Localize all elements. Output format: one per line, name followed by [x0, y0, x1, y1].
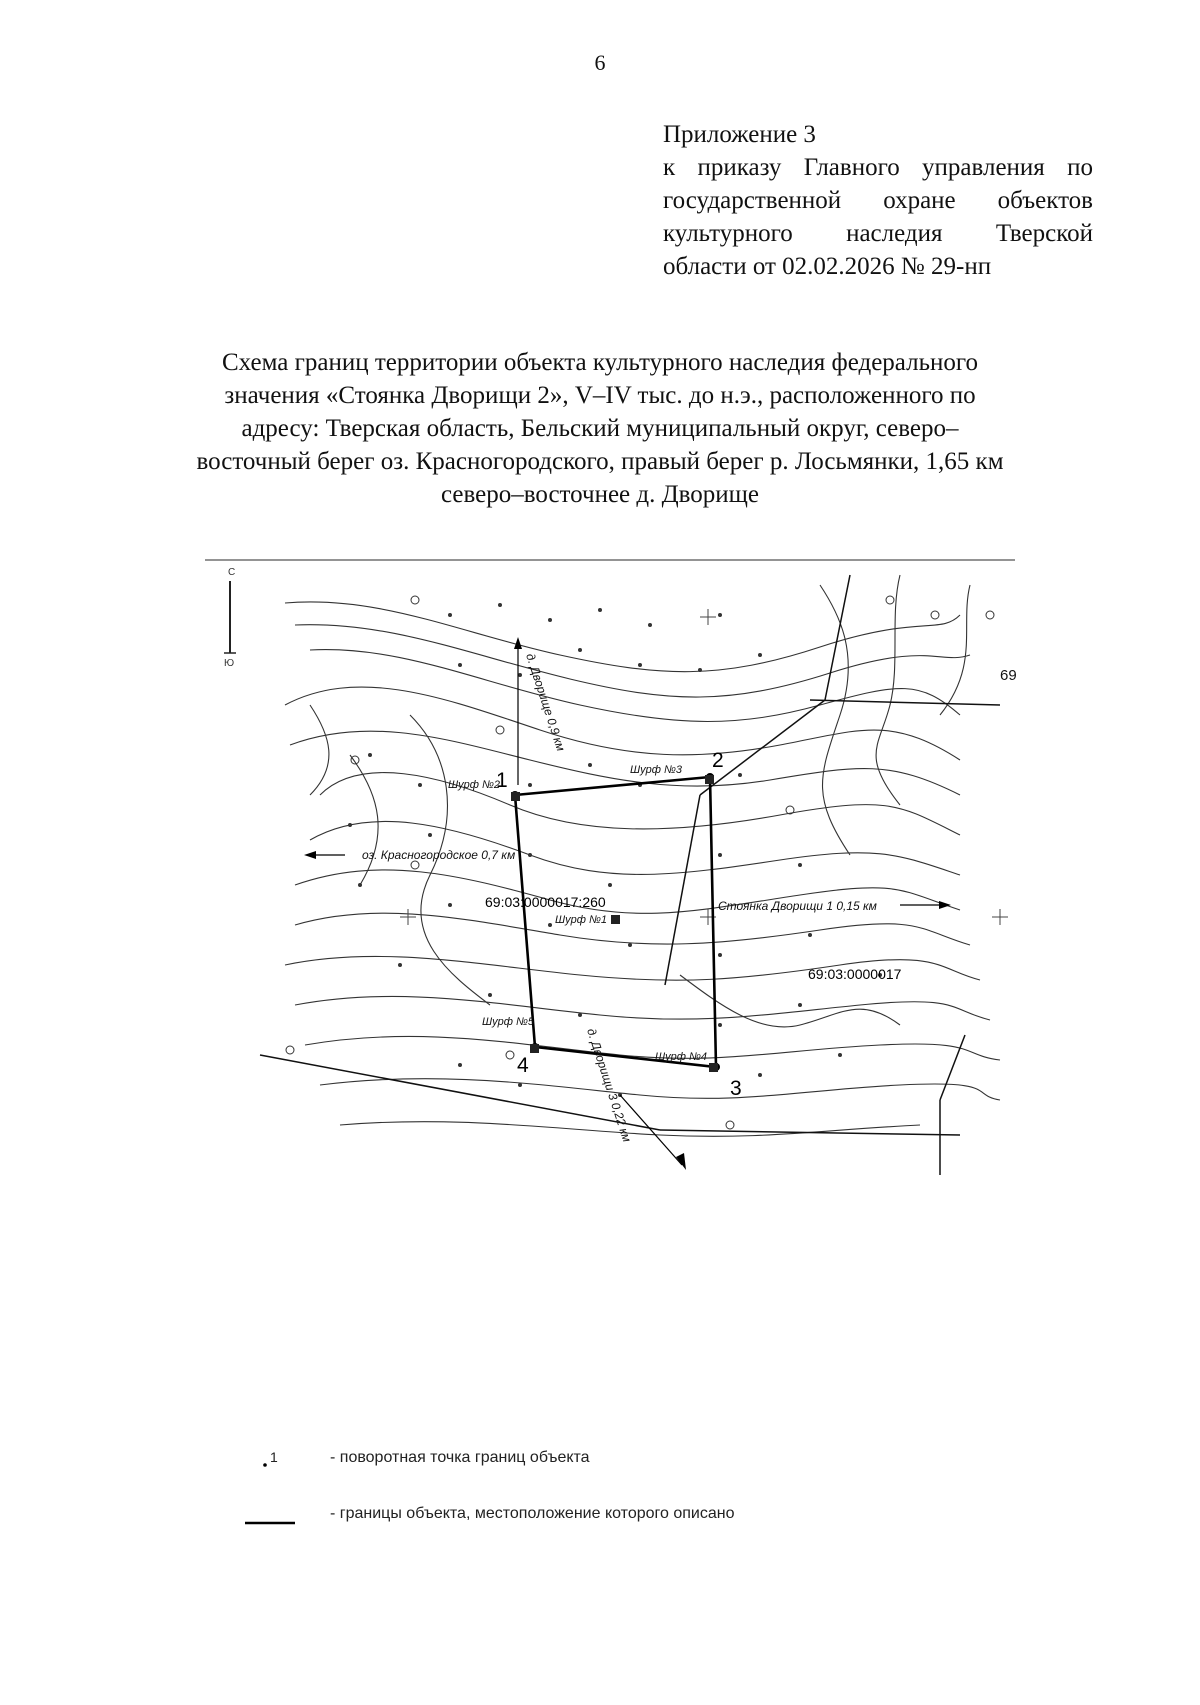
- pit-2-label: Шурф №2: [448, 779, 501, 791]
- turning-point-3-label: 3: [730, 1077, 742, 1100]
- pit-5-label: Шурф №5: [482, 1016, 535, 1028]
- direction-site-label: Стоянка Дворищи 1 0,15 км: [718, 899, 877, 913]
- legend-row-boundary: [230, 1501, 930, 1531]
- pit-4-label: Шурф №4: [655, 1051, 708, 1063]
- compass-north-label: С: [228, 567, 236, 578]
- document-title: [150, 346, 1050, 511]
- title-line-4: восточный берег оз. Красногородского, правый берег р. Лосьмянки, 1,65 км: [196, 448, 1004, 475]
- legend-point-symbol: [230, 1445, 300, 1475]
- compass-icon: [224, 567, 236, 669]
- compass-south-label: Ю: [224, 658, 235, 669]
- direction-site: [718, 899, 951, 913]
- appendix-line-4: культурного наследия Тверской: [663, 220, 1093, 247]
- title-line-1: Схема границ территории объекта культурного наследия федерального: [221, 349, 979, 376]
- sheet-number-label: 69: [1000, 667, 1017, 684]
- appendix-line-2: к приказу Главного управления по: [663, 154, 1093, 181]
- legend-point-symbol-label: 1: [270, 1449, 278, 1465]
- turning-point-1-label: 1: [496, 769, 508, 792]
- parcel-main-label: 69:03:0000017:260: [485, 894, 606, 910]
- appendix-line-5: области от 02.02.2026 № 29-нп: [663, 253, 992, 280]
- turning-point-2-label: 2: [712, 749, 724, 772]
- direction-dvorishche-3: [584, 1027, 686, 1170]
- turning-point-4-label: 4: [517, 1054, 529, 1077]
- page-number: 6: [594, 50, 606, 75]
- appendix-line-1: Приложение 3: [663, 121, 816, 148]
- legend-boundary-text: - границы объекта, местоположение которого описано: [330, 1505, 735, 1522]
- direction-lake: [304, 848, 515, 862]
- direction-dvorishche-3-label: д. Дворищи 3 0,22 км: [584, 1026, 635, 1144]
- direction-lake-label: оз. Красногородское 0,7 км: [362, 848, 516, 862]
- appendix-line-3: государственной охране объектов: [663, 187, 1093, 214]
- direction-dvorishche-label: д. Дворище 0,9 км: [523, 651, 568, 753]
- road-lines: [260, 575, 1000, 1175]
- boundary-map: [200, 555, 1020, 1185]
- parcel-quarter-label: 69:03:0000017: [808, 966, 902, 982]
- vegetation-circles: [286, 596, 994, 1129]
- legend-point-text: - поворотная точка границ объекта: [330, 1449, 590, 1466]
- appendix-header: [663, 118, 1093, 283]
- pit-3-label: Шурф №3: [630, 764, 683, 776]
- title-line-5: северо–восточнее д. Дворище: [440, 481, 760, 508]
- title-line-2: значения «Стоянка Дворищи 2», V–IV тыс. до н.э., расположенного по: [224, 382, 976, 409]
- legend-boundary-symbol: [230, 1501, 300, 1531]
- grid-crosses: [400, 609, 1008, 925]
- pit-1-label: Шурф №1: [555, 914, 608, 926]
- title-line-3: адресу: Тверская область, Бельский муниципальный округ, северо–: [241, 415, 959, 442]
- legend-row-point: [230, 1445, 930, 1475]
